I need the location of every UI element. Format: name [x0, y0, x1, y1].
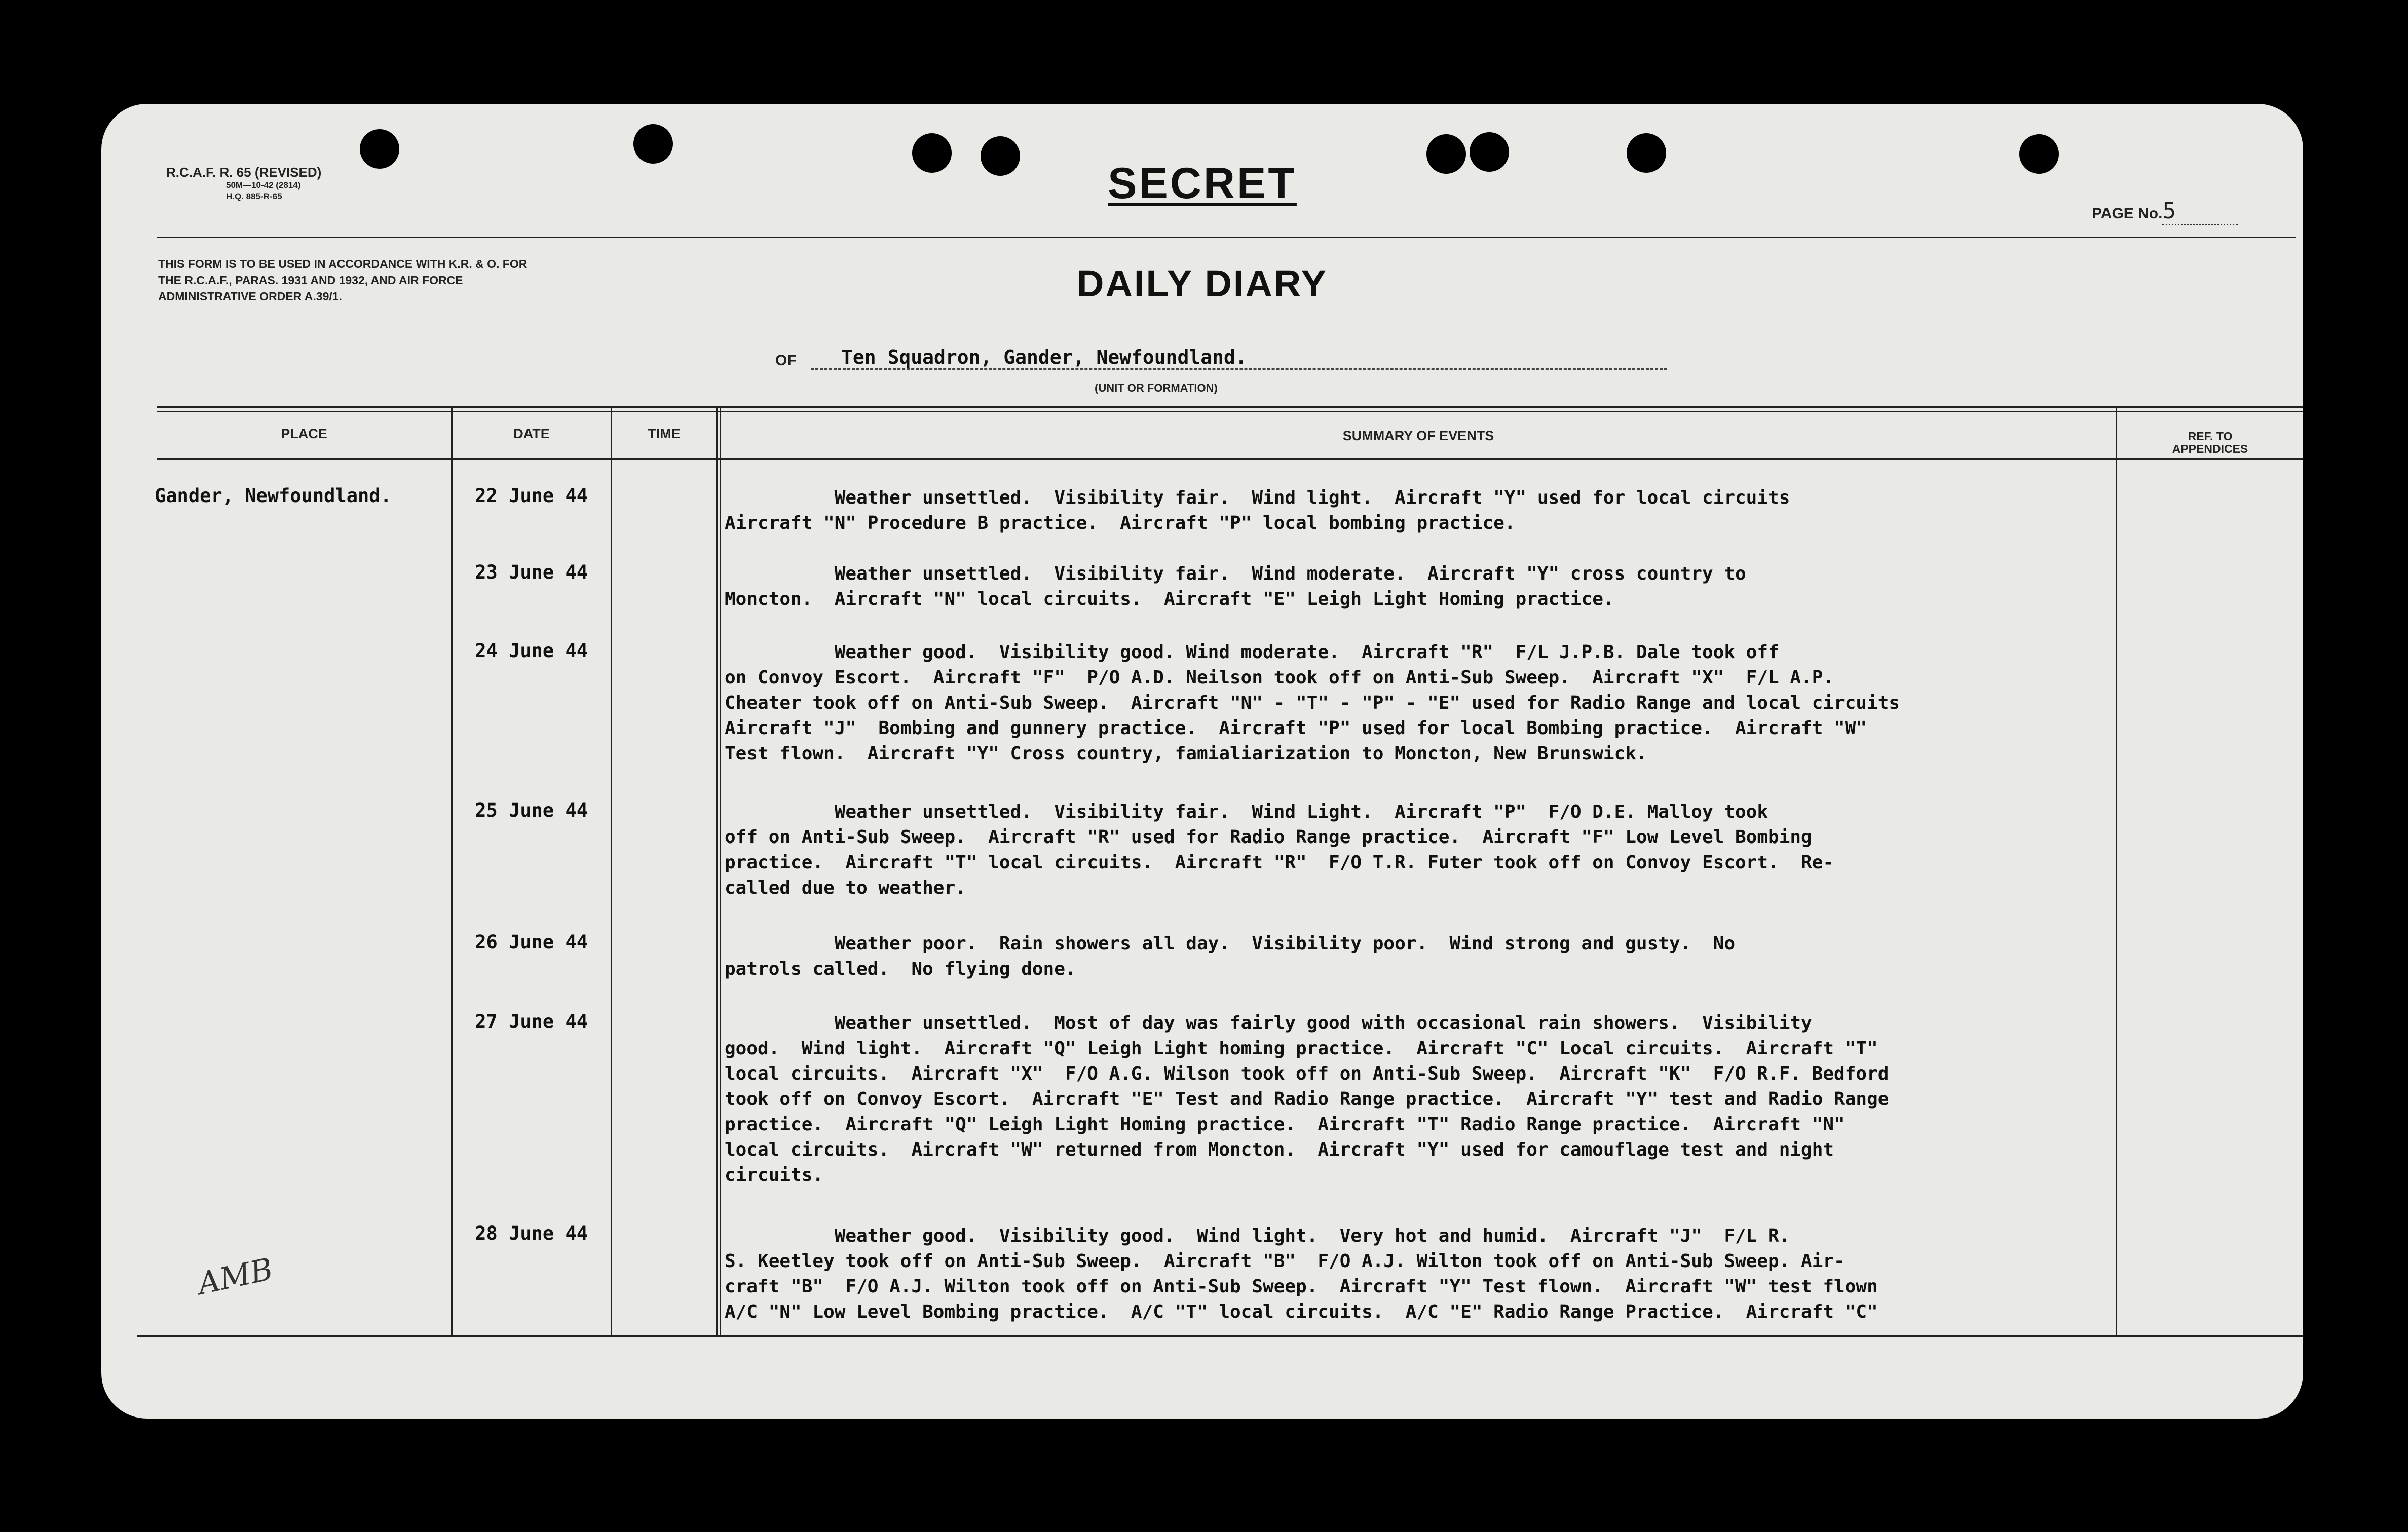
- column-header-rule: [157, 458, 2303, 460]
- column-header-ref-line2: APPENDICES: [2172, 442, 2248, 455]
- form-code-line2: 50M—10-42 (2814): [226, 180, 301, 190]
- entry-date: 25 June 44: [475, 799, 588, 821]
- column-divider-time: [716, 408, 718, 1335]
- classification-text: SECRET: [1108, 159, 1297, 208]
- column-header-ref-line1: REF. TO: [2188, 430, 2233, 443]
- page-number-value: 5: [2162, 198, 2238, 225]
- entry-date: 24 June 44: [475, 640, 588, 662]
- entry-date: 26 June 44: [475, 931, 588, 953]
- diary-sheet: [101, 104, 2303, 1419]
- unit-name: Ten Squadron, Gander, Newfoundland.: [811, 346, 1667, 370]
- entry-date: 27 June 44: [475, 1011, 588, 1032]
- table-top-rule-2: [157, 411, 2303, 412]
- classification-stamp: [101, 159, 2303, 209]
- column-divider-date: [611, 408, 612, 1335]
- entry-summary: Weather unsettled. Visibility fair. Wind light. Aircraft "Y" used for local circuits Aircraft "N" Procedure B practice. Aircraft "P" local bombing practice.: [725, 487, 1790, 533]
- column-header-ref: [2117, 430, 2303, 455]
- page-number-label: PAGE No.: [2092, 205, 2163, 222]
- entry-summary: Weather unsettled. Most of day was fairly good with occasional rain showers. Visibility good. Wind light. Aircraft "Q" Leigh Light homing practice. Aircraft "C" Local circuits. Aircraft "T" local circuits. Aircraft "X" F/O A.G. Wilson took off on Anti-Sub Sweep. Aircraft "K" F/O R.F. Bedford took off on Convoy Escort. Aircraft "E" Test and Radio Range practice. Aircraft "Y" test and Radio Range practice. Aircraft "Q" Leigh Light Homing practice. Aircraft "T" Radio Range practice. Aircraft "N" local circuits. Aircraft "W" returned from Moncton. Aircraft "Y" used for camouflage test and night circuits.: [725, 1013, 1889, 1185]
- entry-summary: Weather poor. Rain showers all day. Visibility poor. Wind strong and gusty. No patrols called. No flying done.: [725, 933, 1735, 979]
- form-code-line1: R.C.A.F. R. 65 (REVISED): [166, 165, 322, 180]
- entry-summary: Weather good. Visibility good. Wind moderate. Aircraft "R" F/L J.P.B. Dale took off on Convoy Escort. Aircraft "F" P/O A.D. Neilson took off on Anti-Sub Sweep. Aircraft "X" F/L A.P. Cheater took off on Anti-Sub Sweep. Aircraft "N" - "T" - "P" - "E" used for Radio Range and local circuits Aircraft "J" Bombing and gunnery practice. Aircraft "P" used for local Bombing practice. Aircraft "W" Test flown. Aircraft "Y" Cross country, famialiarization to Moncton, New Brunswick.: [725, 642, 1900, 764]
- column-header-place: PLACE: [281, 426, 327, 441]
- entry-date: 22 June 44: [475, 485, 588, 507]
- entry-summary: Weather good. Visibility good. Wind light. Very hot and humid. Aircraft "J" F/L R. S. Keetley took off on Anti-Sub Sweep. Aircraft "B" F/O A.J. Wilton took off on Anti-Sub Sweep. Air- craft "B" F/O A.J. Wilton took off on Anti-Sub Sweep. Aircraft "Y" Test flown. Aircraft "W" test flown A/C "N" Low Level Bombing practice. A/C "T" local circuits. A/C "E" Radio Range Practice. Aircraft "C": [725, 1225, 1878, 1322]
- entry-date: 28 June 44: [475, 1222, 588, 1244]
- header-rule: [157, 237, 2296, 238]
- column-header-date: DATE: [513, 426, 550, 441]
- unit-caption: (UNIT OR FORMATION): [1095, 381, 1218, 394]
- column-divider-time-2: [720, 408, 721, 1335]
- entry-date: 23 June 44: [475, 561, 588, 583]
- entry-summary: Weather unsettled. Visibility fair. Wind moderate. Aircraft "Y" cross country to Moncton. Aircraft "N" local circuits. Aircraft "E" Leigh Light Homing practice.: [725, 563, 1746, 609]
- punch-hole: [633, 124, 673, 164]
- column-header-summary: SUMMARY OF EVENTS: [1342, 428, 1494, 443]
- table-bottom-rule: [137, 1335, 2303, 1337]
- place-cell: Gander, Newfoundland.: [155, 485, 392, 507]
- column-header-time: TIME: [648, 426, 681, 441]
- form-code-line3: H.Q. 885-R-65: [226, 192, 282, 201]
- handwritten-initials: AMB: [195, 1251, 276, 1302]
- form-instructions: THIS FORM IS TO BE USED IN ACCORDANCE WITH K.R. & O. FOR THE R.C.A.F., PARAS. 1931 AND 1932, AND AIR FORCE ADMINISTRATIVE ORDER A.39/1.: [158, 257, 528, 303]
- page-number-field: [2092, 198, 2238, 225]
- column-divider-place: [451, 408, 453, 1335]
- unit-of-label: OF: [775, 352, 797, 369]
- table-top-rule: [157, 406, 2303, 408]
- document-title: DAILY DIARY: [1077, 262, 1328, 304]
- entry-summary: Weather unsettled. Visibility fair. Wind Light. Aircraft "P" F/O D.E. Malloy took off on Anti-Sub Sweep. Aircraft "R" used for Radio Range practice. Aircraft "F" Low Level Bombing practice. Aircraft "T" local circuits. Aircraft "R" F/O T.R. Futer took off on Convoy Escort. Re- called due to weather.: [725, 801, 1834, 898]
